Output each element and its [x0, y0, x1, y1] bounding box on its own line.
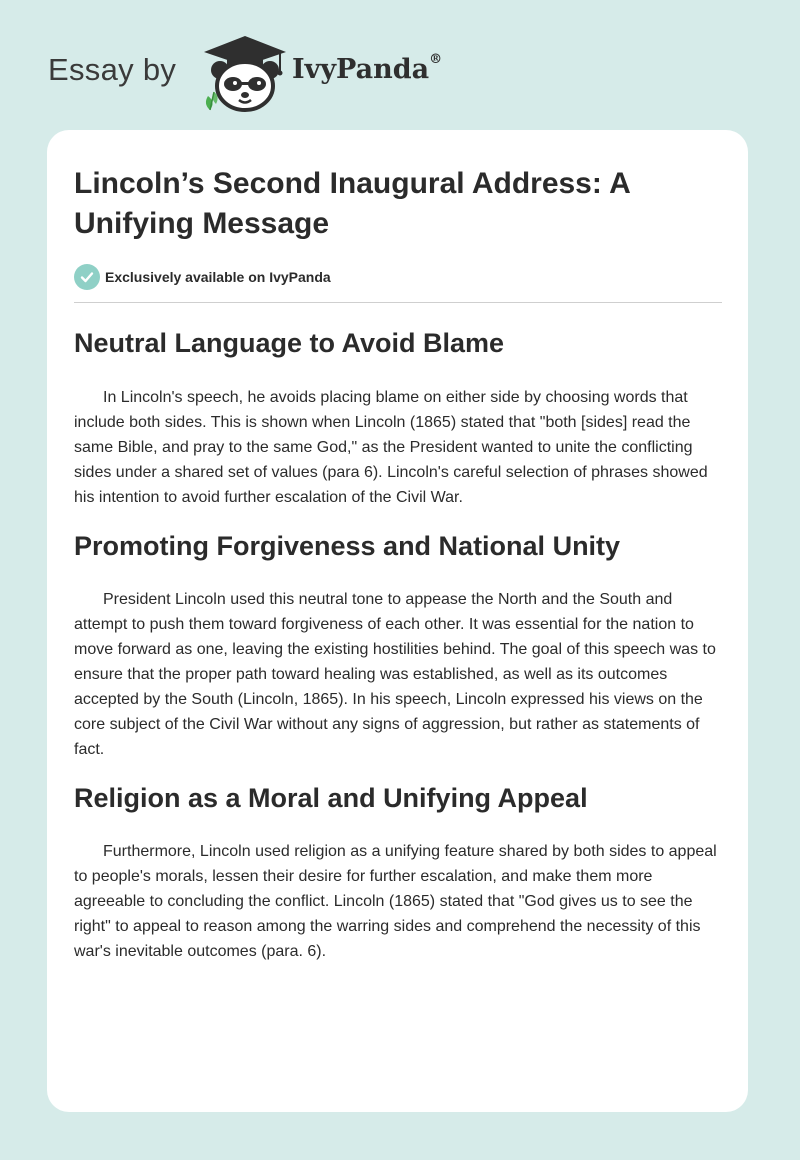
site-header — [48, 32, 648, 112]
title-divider — [74, 302, 722, 303]
panda-graduate-logo-icon[interactable] — [200, 34, 290, 114]
section-paragraph-forgiveness-unity: President Lincoln used this neutral tone to appease the North and the South and attempt to push them toward forgiveness of each other. It was essential for the nation to move forward as one, leaving the existing hostilities behind. The goal of this speech was to ensure that the proper path toward healing was established, as well as its outcomes accepted by the South (Lincoln, 1865). In his speech, Lincoln expressed his views on the core subject of the Civil War without any signs of aggression, but rather as statements of fact. — [74, 591, 716, 758]
checkmark-icon — [74, 264, 100, 290]
exclusive-badge-label: Exclusively available on IvyPanda — [105, 269, 331, 285]
exclusive-badge — [74, 264, 331, 290]
section-heading-forgiveness-unity: Promoting Forgiveness and National Unity — [74, 531, 621, 561]
ivypanda-brand-name[interactable]: IvyPanda® — [292, 52, 443, 85]
essay-card — [47, 130, 748, 1112]
section-heading-neutral-language: Neutral Language to Avoid Blame — [74, 328, 505, 358]
section-heading-religion-appeal: Religion as a Moral and Unifying Appeal — [74, 783, 588, 813]
essay-by-label: Essay by — [48, 52, 177, 87]
section-paragraph-neutral-language: In Lincoln's speech, he avoids placing blame on either side by choosing words that include both sides. This is shown when Lincoln (1865) stated that "both [sides] read the same Bible, and pray to the same God," as the President wanted to unite the conflicting sides under a shared set of values (para 6). Lincoln's careful selection of phrases showed his intention to avoid further escalation of the Civil War. — [74, 389, 708, 506]
essay-title: Lincoln’s Second Inaugural Address: A Unifying Message — [74, 167, 630, 240]
section-paragraph-religion-appeal: Furthermore, Lincoln used religion as a unifying feature shared by both sides to appeal to people's morals, lessen their desire for further escalation, and make them more agreeable to concluding the conflict. Lincoln (1865) stated that "God gives us to see the right" to appeal to reason among the warring sides and comprehend the necessity of this war's inevitable outcomes (para. 6). — [74, 843, 717, 960]
